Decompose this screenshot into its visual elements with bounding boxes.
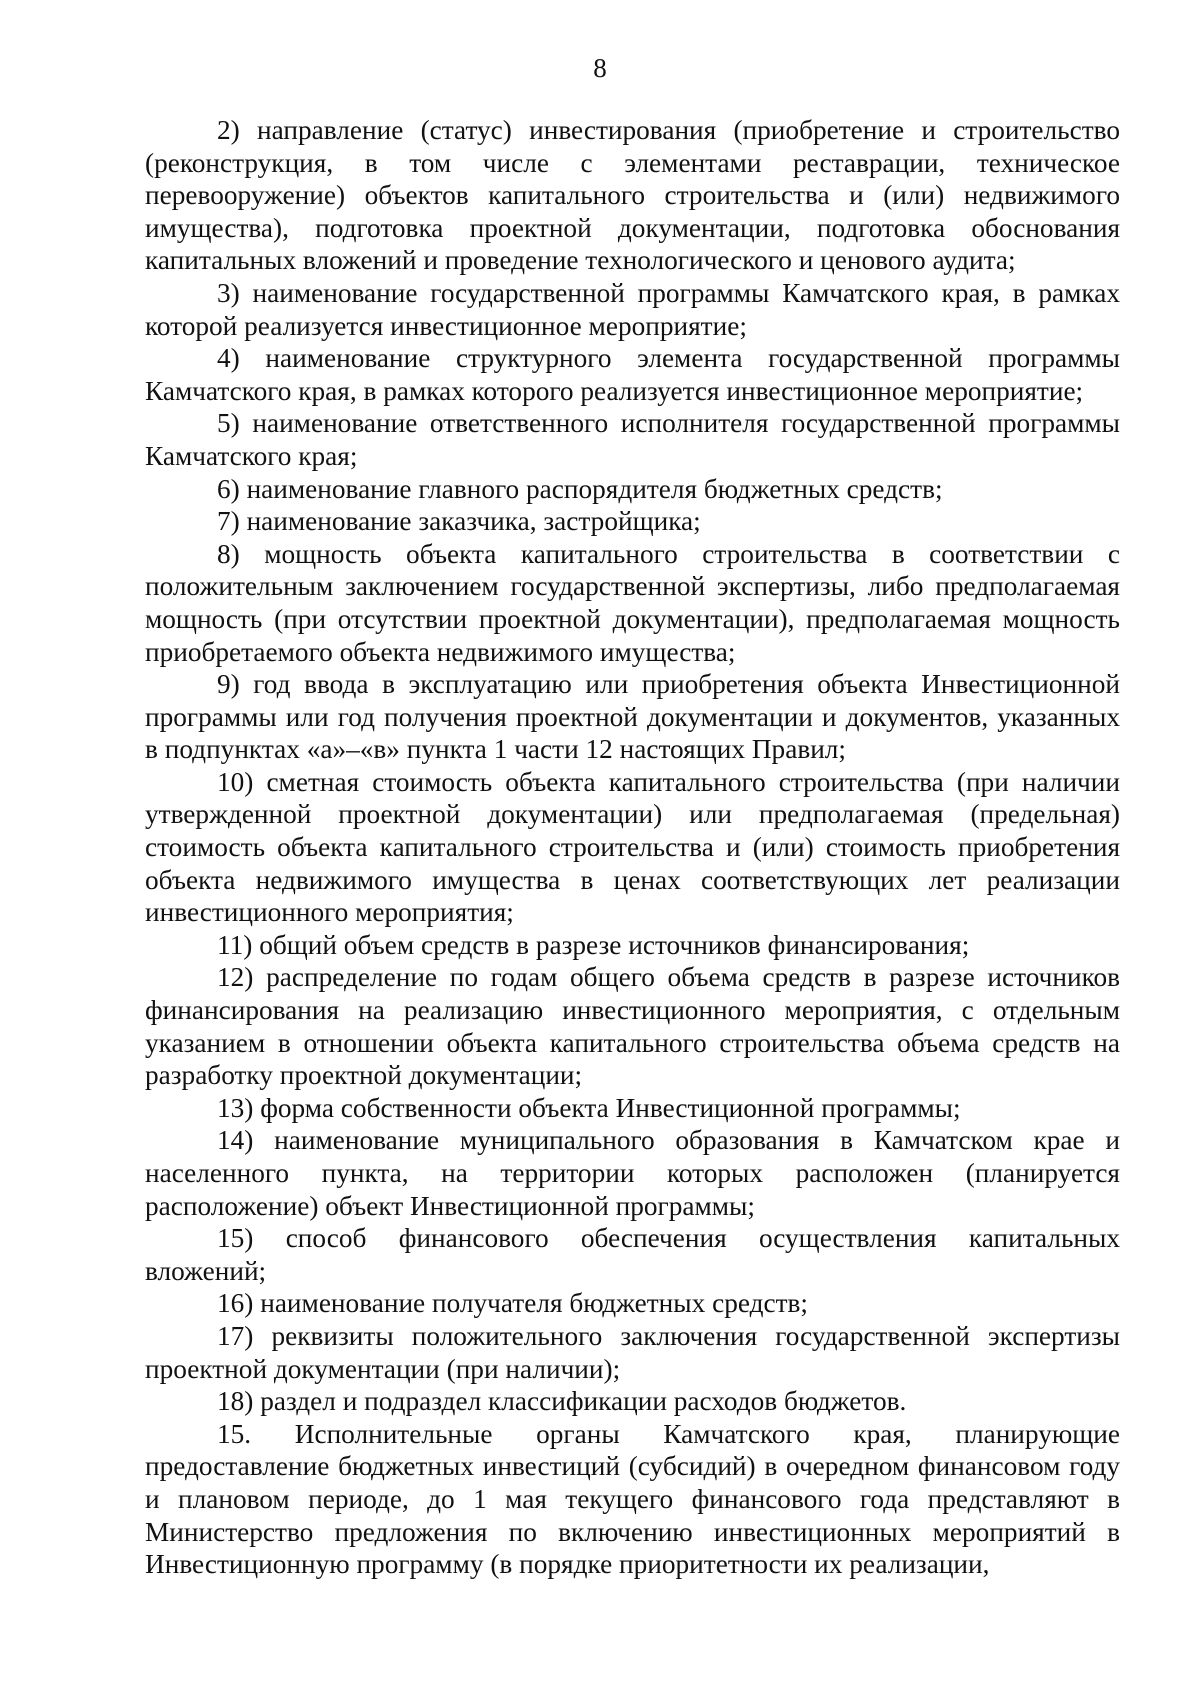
list-item-11: 11) общий объем средств в разрезе источников финансирования; <box>217 929 970 960</box>
list-item-10: 10) сметная стоимость объекта капитального строительства (при наличии утвержденной проектной документации) или предполагаемая (предельная) стоимость объекта капитального строительства и (или) стоимость приобретения объекта недвижимого имущества в ценах соответствующих лет реализации инвестиционного мероприятия; <box>145 766 1120 928</box>
list-item-5: 5) наименование ответственного исполнителя государственной программы Камчатского края; <box>145 408 1120 471</box>
list-item-9: 9) год ввода в эксплуатацию или приобретения объекта Инвестиционной программы или год получения проектной документации и документов, указанных в подпунктах «а»–«в» пункта 1 части 12 настоящих Правил; <box>145 669 1120 765</box>
list-item-14: 14) наименование муниципального образования в Камчатском крае и населенного пункта, на территории которых расположен (планируется расположение) объект Инвестиционной программы; <box>145 1125 1120 1221</box>
document-body <box>145 114 1120 1581</box>
list-item-17: 17) реквизиты положительного заключения государственной экспертизы проектной документации (при наличии); <box>145 1320 1120 1384</box>
list-item-4: 4) наименование структурного элемента государственной программы Камчатского края, в рамках которого реализуется инвестиционное мероприятие; <box>145 343 1120 406</box>
section-15-paragraph: 15. Исполнительные органы Камчатского края, планирующие предоставление бюджетных инвестиций (субсидий) в очередном финансовом году и плановом периоде, до 1 мая текущего финансового года представляют в Министерство предложения по включению инвестиционных мероприятий в Инвестиционную программу (в порядке приоритетности их реализации, <box>145 1418 1120 1580</box>
list-item-2: 2) направление (статус) инвестирования (приобретение и строительство (реконструкция, в том числе с элементами реставрации, техническое перевооружение) объектов капитального строительства и (или) недвижимого имущества), подготовка проектной документации, подготовка обоснования капитальных вложений и проведение технологического и ценового аудита; <box>145 115 1120 276</box>
list-item-8: 8) мощность объекта капитального строительства в соответствии с положительным заключением государственной экспертизы, либо предполагаемая мощность (при отсутствии проектной документации), предполагаемая мощность приобретаемого объекта недвижимого имущества; <box>145 538 1120 667</box>
list-item-7: 7) наименование заказчика, застройщика; <box>217 506 701 537</box>
list-item-6: 6) наименование главного распорядителя бюджетных средств; <box>217 473 943 504</box>
list-item-13: 13) форма собственности объекта Инвестиционной программы; <box>217 1092 961 1123</box>
page-number: 8 <box>593 53 607 83</box>
list-item-16: 16) наименование получателя бюджетных средств; <box>217 1288 809 1319</box>
list-item-12: 12) распределение по годам общего объема средств в разрезе источников финансирования на реализацию инвестиционного мероприятия, с отдельным указанием в отношении объекта капитального строительства объема средств на разработку проектной документации; <box>145 962 1120 1091</box>
list-item-18: 18) раздел и подраздел классификации расходов бюджетов. <box>217 1386 907 1417</box>
list-item-3: 3) наименование государственной программы Камчатского края, в рамках которой реализуется инвестиционное мероприятие; <box>145 277 1120 341</box>
list-item-15: 15) способ финансового обеспечения осуществления капитальных вложений; <box>145 1223 1120 1286</box>
